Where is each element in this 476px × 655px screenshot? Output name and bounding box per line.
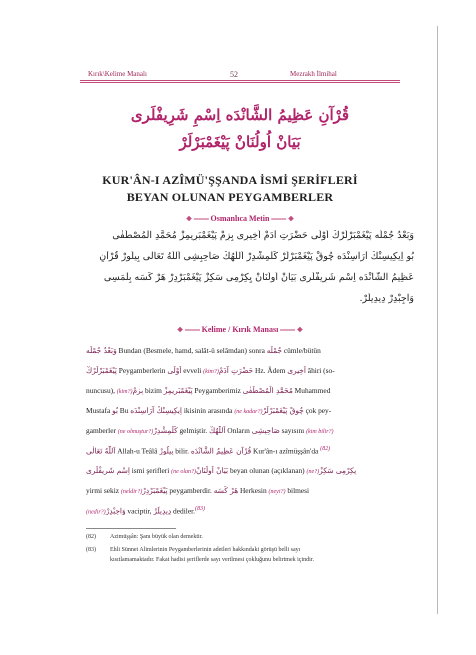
gloss-line-4: Mustafa بُو Bu اِيكِيسِنْكْ آرَاسِنْدَه ikisinin arasında (ne kadar?)چُوقْ پَيْغَمْبَرْلَرْ çok pey- <box>86 406 332 415</box>
arabic-title-line-2: بَيَانْ اُولُنَانْ پَيْغَمْبَرْلَرْ <box>179 133 301 151</box>
gloss-line-9: (nedir?)وَاجِبْدِرْ vaciptir, دِيدِيلَرْ dediler.$^{(83)}$ <box>86 506 205 516</box>
page-edge-rule <box>437 26 438 614</box>
gloss-line-1: وَبَعْدُ جُمْلَه Bundan (Besmele, hamd, salât-ü selâmdan) sonra جُمْلَه cümle/bütün <box>86 346 321 355</box>
ottoman-text-line-1: وَبَعْدُ جُمْلَه پَيْغَمْبَرْلَرْكْ اُوْلَى حَضْرَتِ آدَمْ اَخِيرِى بِزِمْ پَيْغَمْبَرِيمِزْ مُحَمَّدِ الْمُصْطَفٰى <box>112 230 414 241</box>
arabic-title-line-1: قُرْآنِ عَظِيمُ الشَّانْدَه اِسْمِ شَرِيفْلَرى <box>130 106 350 124</box>
page-number: 52 <box>230 70 238 79</box>
section-heading-kelime <box>150 325 330 334</box>
ornament-icon: ═══ ❖ <box>278 326 303 334</box>
footnote-83-continued: kısıtlamamaktadır. Fakat hadisi şeriflerde sayı verilmesi çokluğunu belirtmek içindir. <box>110 557 314 563</box>
chapter-title-line-1: KUR'ÂN-I AZÎMÜ'ŞŞANDA İSMİ ŞERİFLERİ <box>102 173 358 187</box>
running-header-left: Kırık\Kelime Manalı <box>88 70 147 78</box>
section-heading-osmanlica-label: Osmanlıca Metin <box>210 214 270 223</box>
chapter-title-line-2: BEYAN OLUNAN PEYGAMBERLER <box>126 190 334 204</box>
gloss-line-2: پَيْغَمْبَرْلَرْكْ Peygamberlerin اُوْلَى evveli (kim?)حَضْرَتِ آدَمْ Hz. Âdem اَخِيرِى âhiri (so- <box>86 366 335 375</box>
ornament-icon: ❖ ═══ <box>185 215 211 223</box>
gloss-line-6: اَللّٰهُ تَعَالٰى Allah-u Teâlâ بِيلُورْ bilir. قُرْآنِ عَظِيمُ الشَّانْدَه Kur'ân-ı azîmüşşân'da $^{(82)}$ <box>86 446 331 456</box>
header-rule-top <box>80 80 400 81</box>
ottoman-text-line-3: عَظِيمُ الشَّانْدَه اِسْمِ شَرِيفْلَرى بَيَانْ اُولُنَانْ يِكِرْمِى سَكِزْ پَيْغَمْبَرْدِرْ هَرْ كَسَه بِلْمَسِى <box>103 272 414 283</box>
ornament-icon: ❖ ═══ <box>177 326 202 334</box>
section-heading-kelime-label: Kelime / Kırık Manası <box>201 325 279 334</box>
gloss-line-8: yirmi sekiz (neldir?)پَيْغَمْبَرْدِرْ peygamberdir. هَرْ كَسَه Herkesin (neyi?) bilmesi <box>86 486 310 495</box>
header-rule-bottom <box>80 82 400 83</box>
footnote-83: (83) Ehli Sünnet Alimlerinin Peygamberlerinin adetleri hakkındaki görüşü belli sayı <box>86 547 301 553</box>
section-heading-osmanlica <box>150 214 330 223</box>
gloss-line-7: اِسْمِ شَرِيفْلَرى ismi şerifleri (ne olan?)بَيَانْ اُولُنَانْ beyan olunan (açıklanan) (ne?)يِكِرْمِى سَكِزْ <box>86 466 357 475</box>
gloss-line-5: gamberler (ne olmuştur?)كَلْمِشْدِرْ gelmiştir. اَللّٰهُكْ Onların صَاحِبِشِى sayısını (kim bilir?) <box>86 426 334 435</box>
gloss-line-3: nuncusu), (kim?)بِزِمْ bizim پَيْغَمْبَرِيمِزْ Peygamberimiz مُحَمَّدِ الْمُصْطَفٰى Muhammed <box>86 386 331 395</box>
ornament-icon: ═══ ❖ <box>269 215 295 223</box>
footnote-82: (82) Azimüşşân: Şanı büyük olan demektir. <box>86 534 203 540</box>
ottoman-text-line-2: بُو اِيكِيسِنْكْ آرَاسِنْدَه چُوقْ پَيْغَمْبَرْلَرْ كَلْمِشْدِرْ اَللّٰهُكْ صَاحِبِشِى اَللّٰهُ تَعَالٰى بِيلُورْ قُرْآنِ <box>99 251 414 262</box>
running-header-right: Mezrakh İlmihal <box>290 70 337 78</box>
ottoman-text-line-4: وَاجِبْدِرْ دِيدِيلَرْ. <box>359 293 414 304</box>
footnote-rule <box>86 528 176 529</box>
